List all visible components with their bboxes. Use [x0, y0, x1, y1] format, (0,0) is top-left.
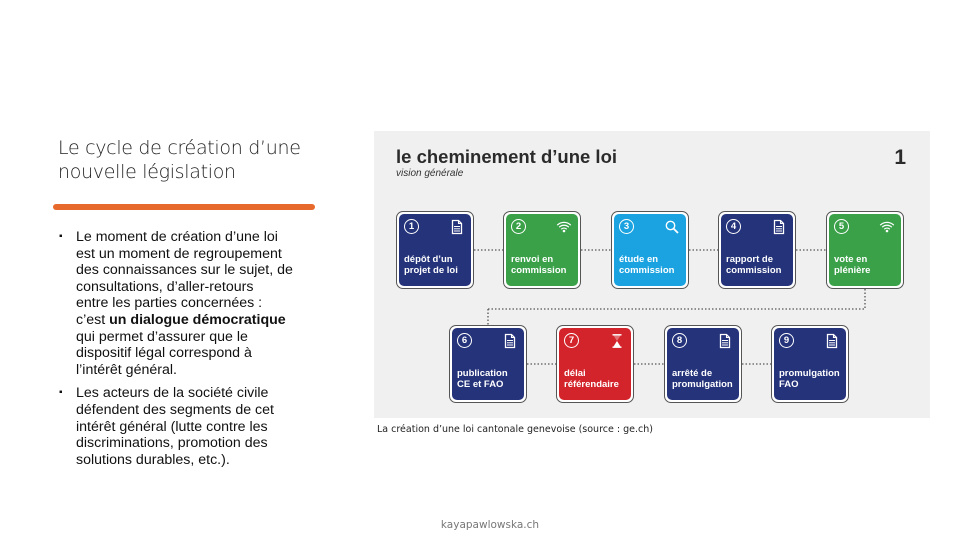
- step-panel: [667, 328, 739, 400]
- step-7: [556, 325, 634, 403]
- document-icon: [771, 219, 787, 235]
- step-label-line: étude en: [619, 254, 659, 265]
- bullet-text: Les acteurs de la société civile: [76, 385, 269, 402]
- step-label: [404, 254, 468, 276]
- image-caption: La création d’une loi cantonale genevoise (source : ge.ch): [377, 424, 653, 435]
- hourglass-icon: [609, 333, 625, 349]
- step-label: [779, 368, 843, 390]
- document-icon: [449, 219, 465, 235]
- bullet-emphasis: un dialogue démocratique: [109, 311, 286, 328]
- bullet-text: défendent des segments de cet: [76, 401, 274, 418]
- step-label-line: rapport de: [726, 254, 773, 265]
- bullet-text: dispositif légal correspond à: [76, 345, 252, 362]
- step-number: 1: [404, 219, 419, 234]
- title-line: nouvelle législation: [58, 161, 236, 183]
- step-label: [619, 254, 683, 276]
- bullet-text: solutions durables, etc.).: [76, 451, 230, 468]
- bullet-item: [58, 385, 320, 468]
- broadcast-icon: [879, 219, 895, 235]
- diagram-subtitle: vision générale: [396, 168, 464, 179]
- step-label-line: dépôt d’un: [404, 254, 453, 265]
- step-label: [672, 368, 736, 390]
- title-underline: [53, 204, 315, 210]
- step-panel: [399, 214, 471, 286]
- step-1: [396, 211, 474, 289]
- bullet-text: entre les parties concernées :: [76, 295, 263, 312]
- step-number: 3: [619, 219, 634, 234]
- document-icon: [824, 333, 840, 349]
- bullet-text: Le moment de création d’une loi: [76, 229, 278, 245]
- step-number: 4: [726, 219, 741, 234]
- diagram-panel: [374, 131, 930, 418]
- step-panel: [614, 214, 686, 286]
- title-line: Le cycle de création d’une: [58, 137, 301, 159]
- step-9: [771, 325, 849, 403]
- step-label-line: promulgation: [779, 368, 840, 379]
- bullet-marker: ▪: [59, 387, 63, 399]
- slide-title: [58, 136, 328, 184]
- step-label-line: FAO: [779, 379, 799, 390]
- step-label-line: commission: [726, 265, 782, 276]
- bullet-list: [58, 229, 320, 475]
- bullet-text: est un moment de regroupement: [76, 245, 282, 262]
- step-label: [726, 254, 790, 276]
- bullet-line: [76, 362, 320, 379]
- step-panel: [506, 214, 578, 286]
- bullet-line: [76, 435, 320, 452]
- step-label-line: promulgation: [672, 379, 733, 390]
- diagram-page-number: 1: [894, 146, 906, 169]
- step-5: [826, 211, 904, 289]
- step-number: 2: [511, 219, 526, 234]
- bullet-line: [76, 262, 320, 279]
- step-panel: [559, 328, 631, 400]
- bullet-line: [76, 279, 320, 296]
- step-number: 6: [457, 333, 472, 348]
- step-panel: [829, 214, 901, 286]
- bullet-line: [76, 419, 320, 436]
- step-number: 7: [564, 333, 579, 348]
- footer-site: kayapawlowska.ch: [440, 519, 540, 531]
- magnifier-icon: [664, 219, 680, 235]
- bullet-text: consultations, d’aller-retours: [76, 278, 254, 295]
- step-2: [503, 211, 581, 289]
- bullet-text: intérêt général (lutte contre les: [76, 418, 268, 435]
- document-icon: [717, 333, 733, 349]
- step-label-line: CE et FAO: [457, 379, 504, 390]
- bullet-marker: ▪: [59, 231, 63, 242]
- bullet-item: [58, 229, 320, 378]
- step-label: [511, 254, 575, 276]
- step-label-line: référendaire: [564, 379, 619, 390]
- bullet-line: [76, 345, 320, 362]
- step-label-line: plénière: [834, 265, 871, 276]
- diagram-title: le cheminement d’une loi: [396, 146, 618, 167]
- bullet-line: [76, 402, 320, 419]
- step-label-line: projet de loi: [404, 265, 458, 276]
- broadcast-icon: [556, 219, 572, 235]
- document-icon: [502, 333, 518, 349]
- bullet-line: [76, 452, 320, 469]
- bullet-text: qui permet d’assurer que le: [76, 328, 248, 345]
- step-label-line: publication: [457, 368, 508, 379]
- step-panel: [721, 214, 793, 286]
- bullet-line: [76, 329, 320, 346]
- bullet-text: discriminations, promotion des: [76, 435, 268, 452]
- step-label-line: commission: [619, 265, 675, 276]
- step-label-line: arrêté de: [672, 368, 713, 379]
- bullet-line: [76, 246, 320, 263]
- step-3: [611, 211, 689, 289]
- step-label: [564, 368, 628, 390]
- bullet-text: des connaissances sur le sujet, de: [76, 262, 293, 279]
- bullet-line: [76, 295, 320, 312]
- bullet-line: [76, 312, 320, 329]
- bullet-line: [76, 229, 320, 246]
- step-number: 9: [779, 333, 794, 348]
- step-label: [834, 254, 898, 276]
- step-label-line: renvoi en: [511, 254, 554, 265]
- step-panel: [774, 328, 846, 400]
- bullet-line: [76, 385, 320, 402]
- step-label-line: vote en: [834, 254, 868, 265]
- step-panel: [452, 328, 524, 400]
- bullet-text: l’intérêt général.: [76, 361, 177, 378]
- step-label-line: commission: [511, 265, 567, 276]
- step-number: 5: [834, 219, 849, 234]
- step-label-line: délai: [564, 368, 586, 379]
- bullet-text: c’est: [76, 311, 110, 328]
- step-6: [449, 325, 527, 403]
- step-4: [718, 211, 796, 289]
- step-8: [664, 325, 742, 403]
- step-number: 8: [672, 333, 687, 348]
- step-label: [457, 368, 521, 390]
